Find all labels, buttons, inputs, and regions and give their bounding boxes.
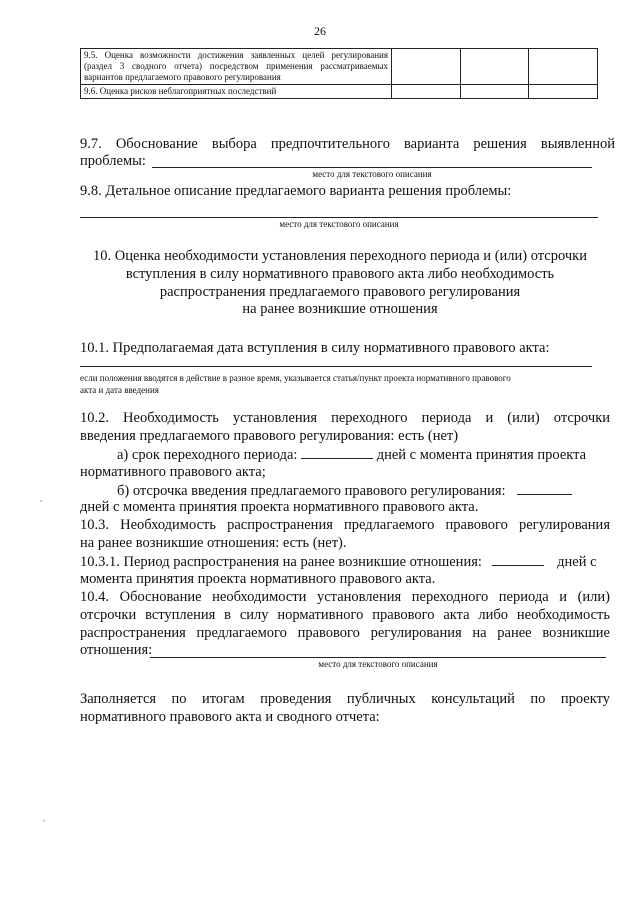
- section-10-2-a-label: а) срок переходного периода:: [117, 447, 298, 463]
- section-10-1-note-line2: акта и дата введения: [80, 385, 159, 395]
- answer-line: [80, 366, 592, 367]
- table-cell: [529, 85, 598, 99]
- placeholder-caption: место для текстового описания: [279, 219, 399, 229]
- page-number: 26: [314, 24, 326, 38]
- table-cell-label: 9.5. Оценка возможности достижения заявленных целей регулирования (раздел 3 сводного отчета) посредством применения рассматриваемых вариантов предлагаемого правового регулирования: [81, 49, 392, 85]
- section-10-heading-line1: 10. Оценка необходимости установления переходного периода и (или) отсрочки: [93, 248, 587, 264]
- section-10-2-b: [117, 482, 612, 500]
- table-cell: [529, 49, 598, 85]
- section-10-2-b-line2: дней с момента принятия проекта нормативного правового акта.: [80, 499, 479, 515]
- section-10-heading-line4: на ранее возникшие отношения: [242, 301, 438, 317]
- answer-line: [150, 657, 606, 658]
- placeholder-caption: место для текстового описания: [312, 169, 432, 179]
- section-10-2-b-label: б) отсрочка введения предлагаемого правового регулирования:: [117, 483, 506, 499]
- table-cell: [460, 85, 529, 99]
- answer-line: [80, 217, 598, 218]
- table-row: [81, 85, 598, 99]
- section-10-4-line3: распространения предлагаемого правового регулирования на ранее возникшие: [80, 625, 610, 641]
- table-cell-label: 9.6. Оценка рисков неблагоприятных последствий: [81, 85, 392, 99]
- section-10-heading-line3: распространения предлагаемого правового регулирования: [159, 284, 521, 300]
- section-10-3-1: [80, 553, 610, 571]
- section-10-heading-line2: вступления в силу нормативного правового акта либо необходимость: [125, 266, 555, 282]
- section-10-3-1-label: 10.3.1. Период распространения на ранее возникшие отношения:: [80, 554, 482, 570]
- public-consultation-line1: Заполняется по итогам проведения публичных консультаций по проекту: [80, 691, 610, 707]
- table-cell: [460, 49, 529, 85]
- section-10-3-1-line2: момента принятия проекта нормативного правового акта.: [80, 571, 436, 587]
- section-10-4-line4: отношения:: [80, 642, 153, 658]
- section-10-2-line1: 10.2. Необходимость установления переходного периода и (или) отсрочки: [80, 410, 610, 426]
- section-10-2-line2: введения предлагаемого правового регулирования: есть (нет): [80, 428, 459, 444]
- section-10-4-line1: 10.4. Обоснование необходимости установления переходного периода и (или): [80, 589, 610, 605]
- table-cell: [392, 49, 461, 85]
- days-blank: [517, 482, 572, 495]
- assessment-table: [80, 48, 598, 99]
- section-9-7-line1: 9.7. Обоснование выбора предпочтительного варианта решения выявленной: [80, 136, 615, 152]
- table-row: [81, 49, 598, 85]
- section-10-1: 10.1. Предполагаемая дата вступления в силу нормативного правового акта:: [80, 340, 550, 356]
- placeholder-caption: место для текстового описания: [318, 659, 438, 669]
- section-9-8: 9.8. Детальное описание предлагаемого варианта решения проблемы:: [80, 183, 512, 199]
- section-10-3-line1: 10.3. Необходимость распространения предлагаемого правового регулирования: [80, 517, 610, 533]
- scan-speck: [40, 500, 42, 502]
- days-blank: [492, 553, 544, 566]
- public-consultation-line2: нормативного правового акта и сводного отчета:: [80, 709, 380, 725]
- answer-line: [152, 167, 592, 168]
- section-10-4-line2: отсрочки вступления в силу нормативного правового акта либо необходимость: [80, 607, 610, 623]
- section-10-2-a-suffix: дней с момента принятия проекта: [376, 447, 587, 463]
- section-10-1-note-line1: если положения вводятся в действие в разное время, указывается статья/пункт проекта нормативного правового: [80, 373, 511, 383]
- section-10-3-1-suffix: дней с: [557, 554, 597, 570]
- scan-speck: [43, 820, 45, 822]
- days-blank: [301, 446, 373, 459]
- table-cell: [392, 85, 461, 99]
- section-10-2-a: [117, 446, 612, 464]
- section-9-7-line2: проблемы:: [80, 153, 146, 169]
- section-10-3-line2: на ранее возникшие отношения: есть (нет).: [80, 535, 347, 551]
- section-10-2-a-line2: нормативного правового акта;: [80, 464, 266, 480]
